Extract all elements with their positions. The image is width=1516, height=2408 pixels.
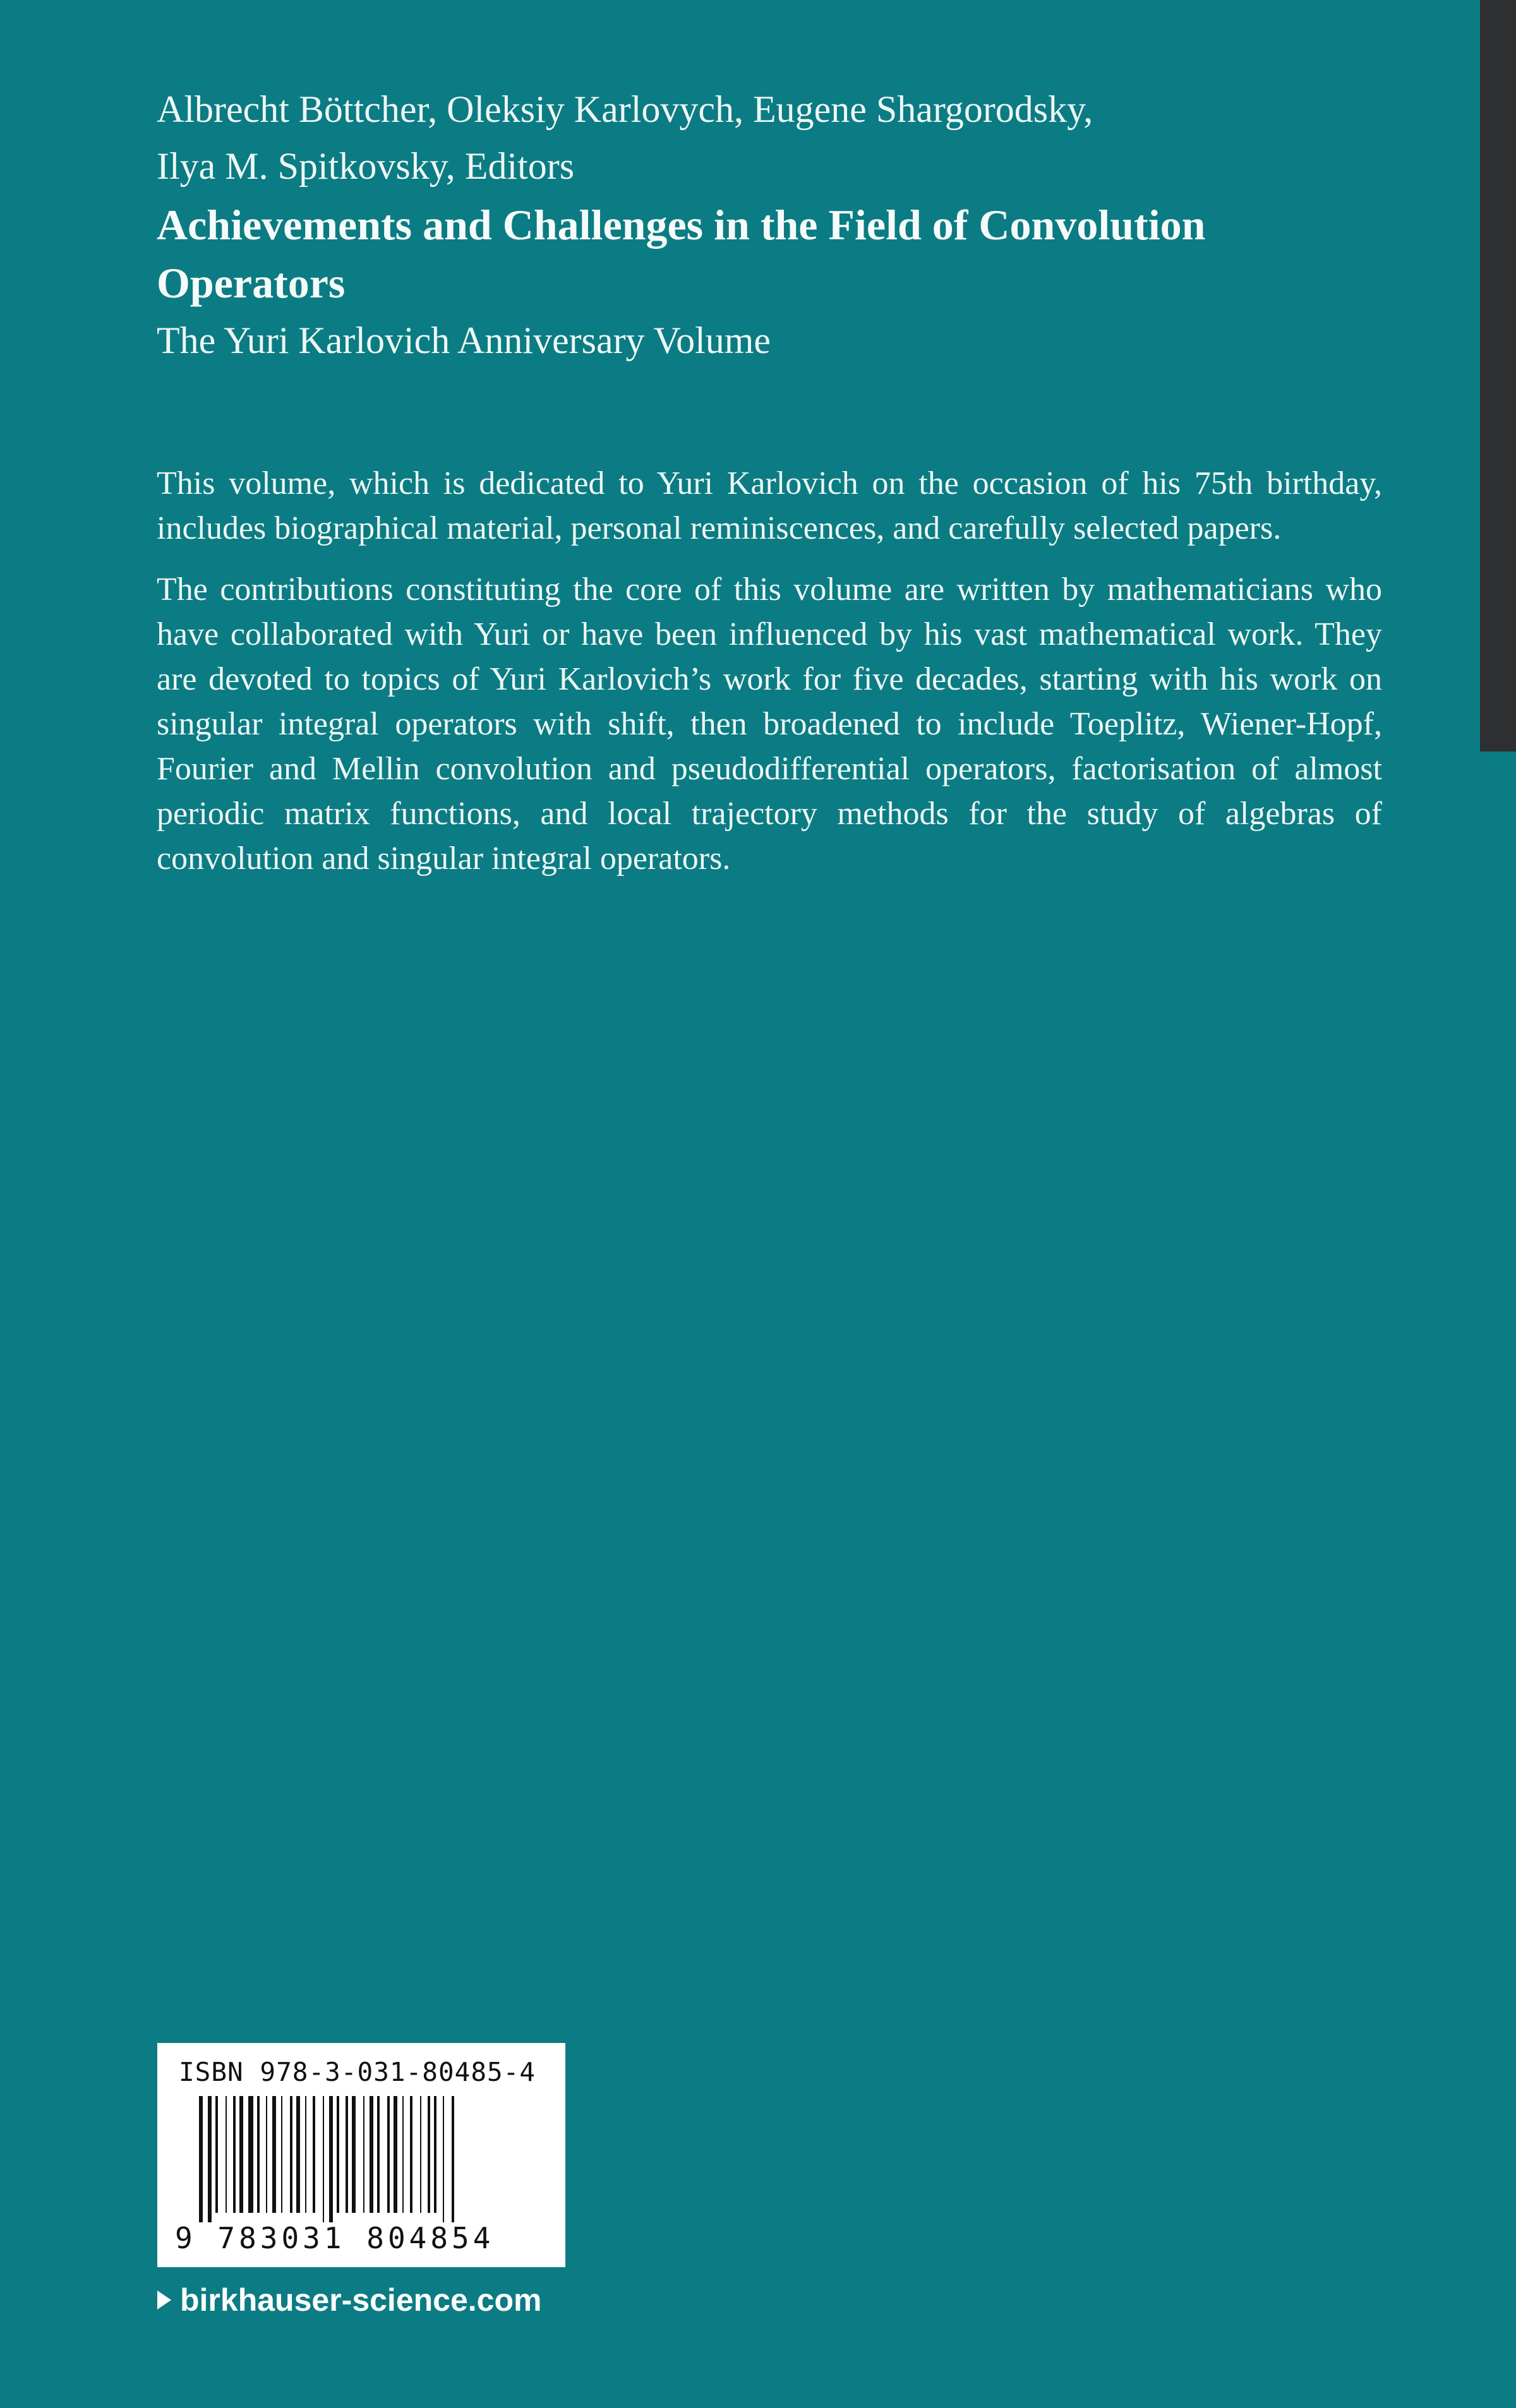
cover-text bbox=[157, 81, 1382, 881]
book-title bbox=[157, 196, 1382, 312]
title-line-1: Achievements and Challenges in the Field of Convolution bbox=[157, 201, 1206, 249]
spine-edge bbox=[1480, 0, 1516, 752]
arrow-right-icon bbox=[157, 2291, 171, 2309]
book-subtitle: The Yuri Karlovich Anniversary Volume bbox=[157, 320, 771, 361]
title-line-2: Operators bbox=[157, 259, 346, 307]
isbn-barcode-box bbox=[157, 2043, 565, 2267]
publisher-website-text: birkhauser-science.com bbox=[180, 2282, 542, 2318]
publisher-website-link[interactable] bbox=[157, 2282, 542, 2318]
description-paragraph-1: This volume, which is dedicated to Yuri Karlovich on the occasion of his 75th birthday, includes biographical material, personal reminiscences, and carefully selected papers. bbox=[157, 465, 1382, 546]
barcode-icon bbox=[199, 2096, 527, 2222]
isbn-label: ISBN 978-3-031-80485-4 bbox=[179, 2057, 536, 2087]
description-paragraph-2: The contributions constituting the core of this volume are written by mathematicians who have collaborated with Yuri or have been influenced by his vast mathematical work. They are devoted to topics of Yuri Karlovich’s work for five decades, starting with his work on singular integral operators with shift, then broadened to include Toeplitz, Wiener-Hopf, Fourier and Mellin convolution and pseudodifferential operators, factorisation of almost periodic matrix functions, and local trajectory methods for the study of algebras of convolution and singular integral operators. bbox=[157, 572, 1382, 877]
editors-line-1: Albrecht Böttcher, Oleksiy Karlovych, Eugene Shargorodsky, bbox=[157, 88, 1093, 130]
editors-line-2: Ilya M. Spitkovsky, Editors bbox=[157, 145, 575, 187]
barcode-number: 9 783031 804854 bbox=[175, 2221, 495, 2255]
